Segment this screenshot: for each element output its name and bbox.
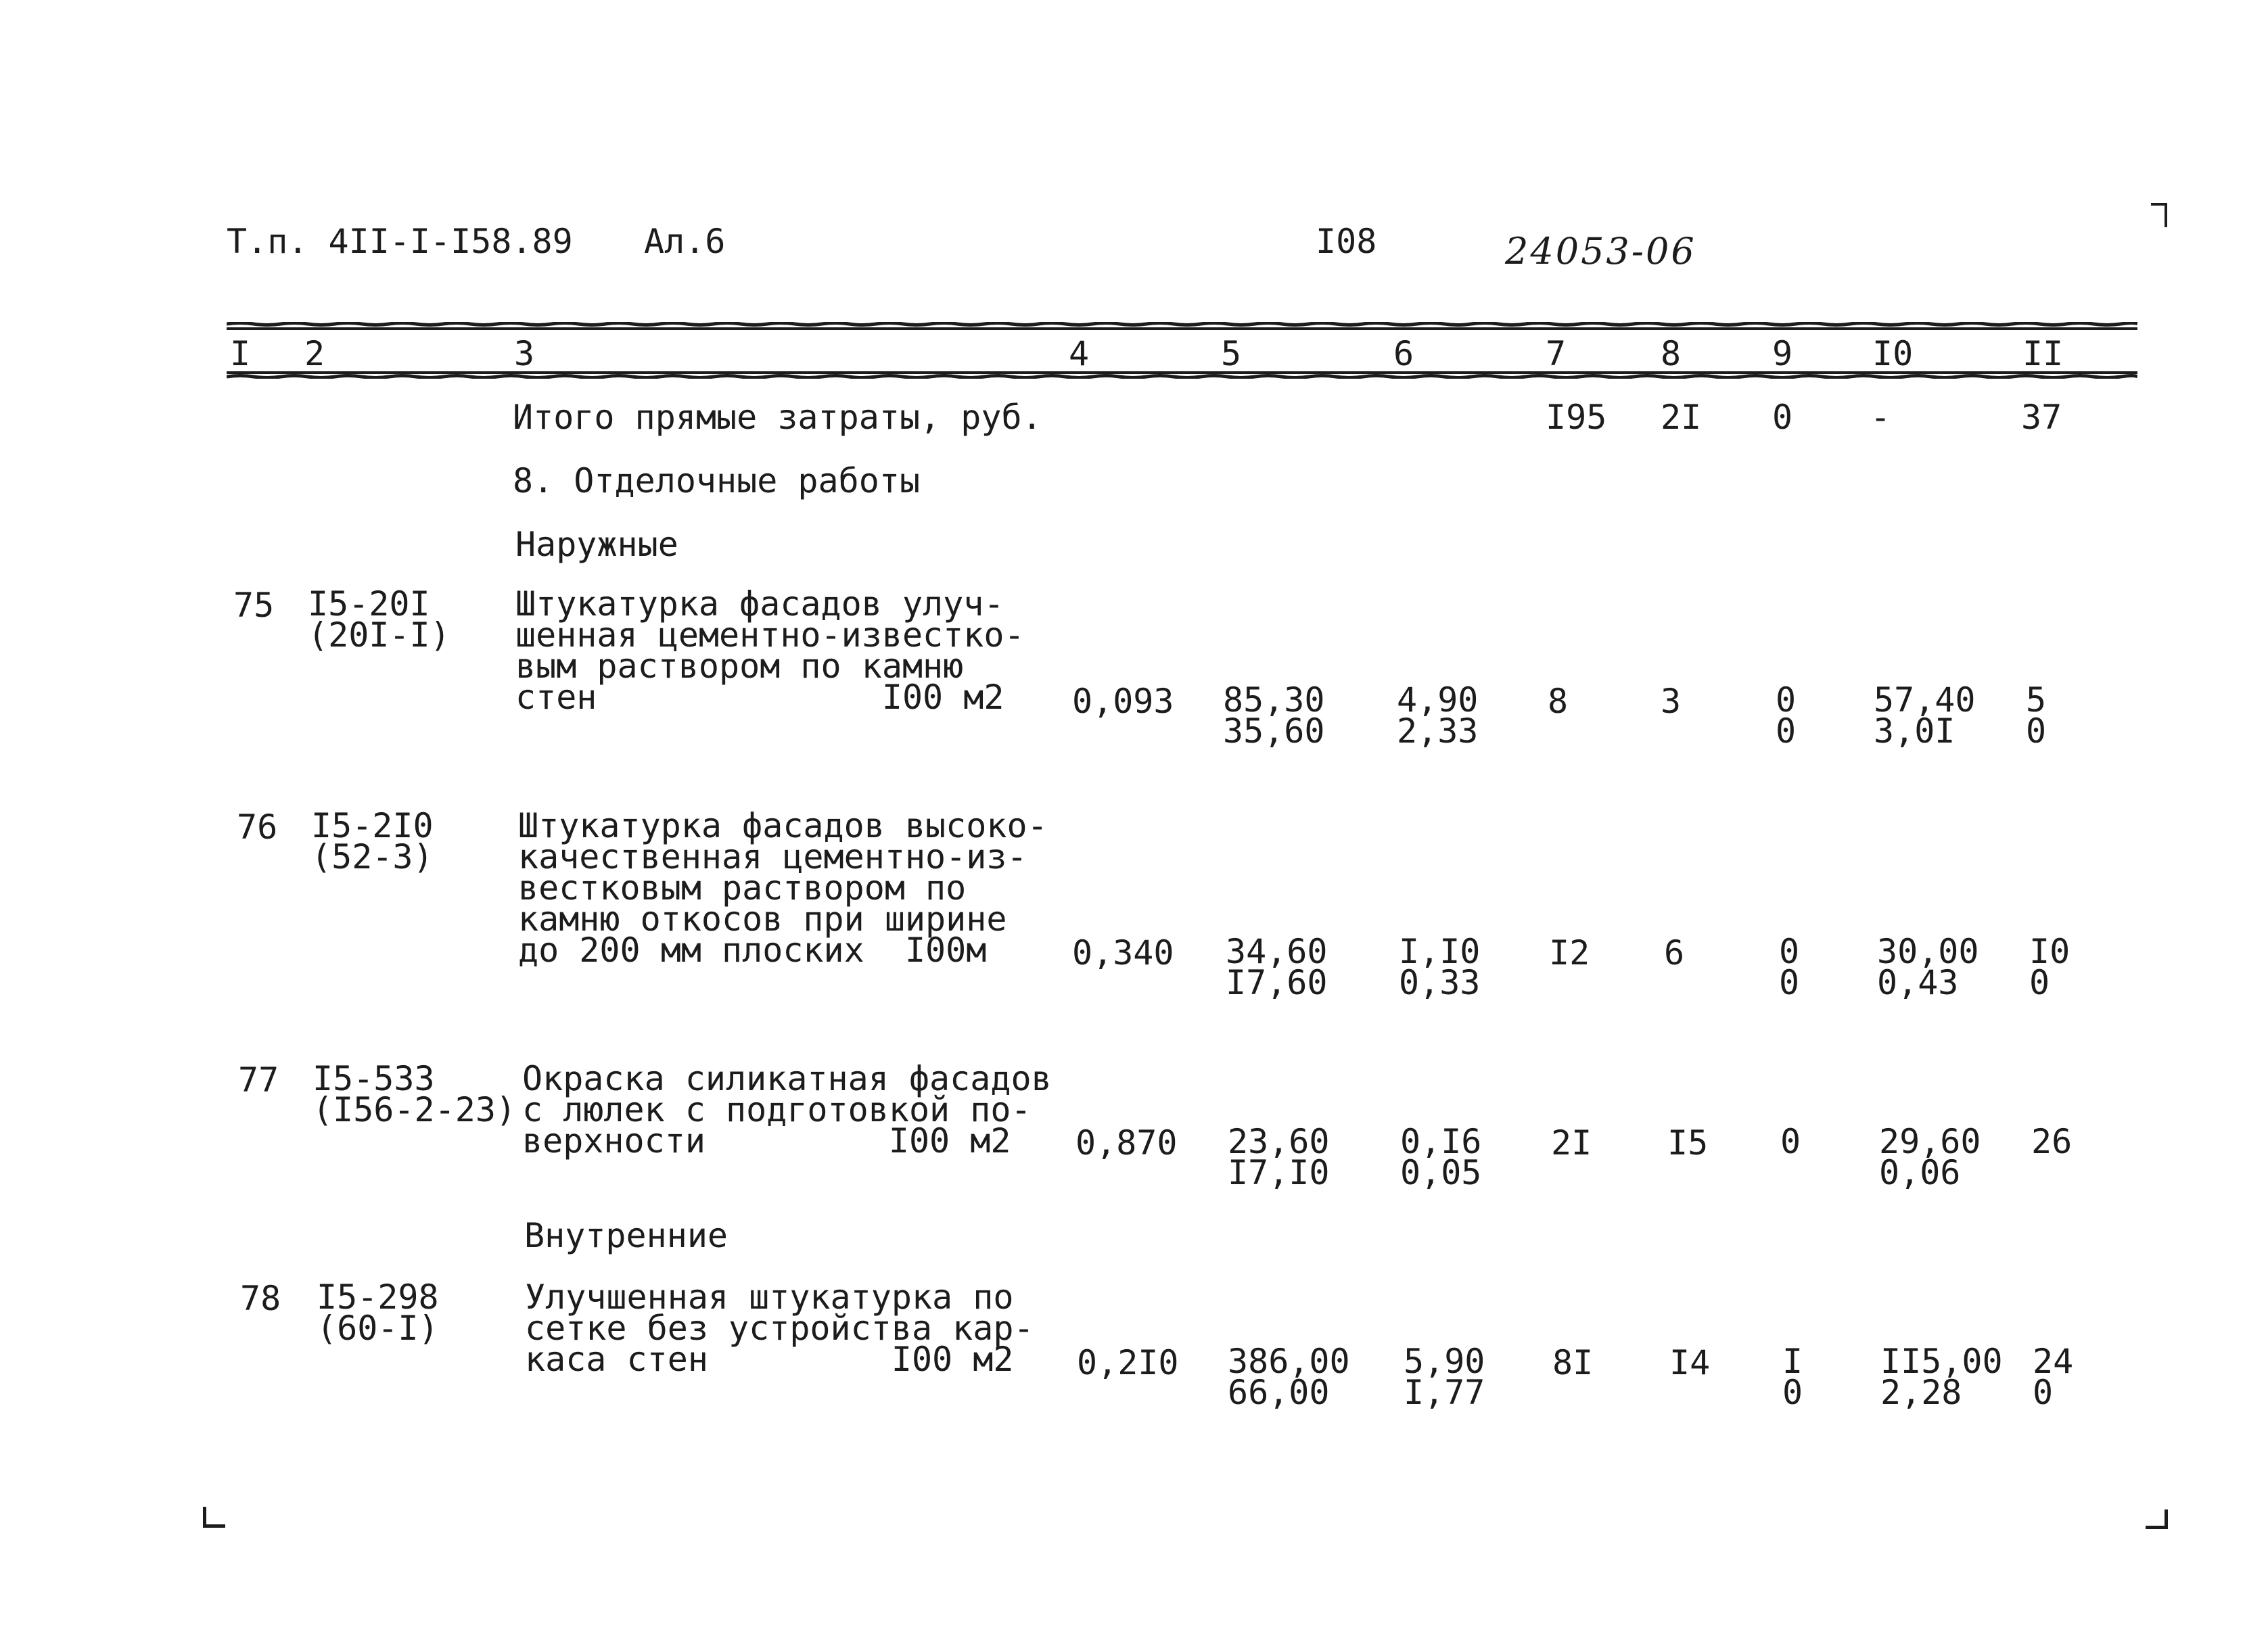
column-header-9: 9 [1772, 334, 1793, 373]
row-77-col-5: 23,60 I7,I0 [1228, 1122, 1330, 1192]
column-header-7: 7 [1546, 334, 1567, 373]
row-78-col-9: I 0 [1782, 1342, 1803, 1412]
top-right-corner-mark [2151, 203, 2167, 227]
row-76-col-9: 0 0 [1779, 932, 1800, 1002]
subsection-outer: Наружные [515, 525, 678, 564]
row-77-col-7: 2I [1551, 1123, 1592, 1163]
bottom-right-corner-mark [2146, 1509, 2168, 1529]
header-rule-bottom [227, 371, 2137, 379]
row-78-col-6: 5,90 I,77 [1404, 1342, 1485, 1412]
row-77-col-11: 26 [2031, 1122, 2073, 1161]
row-78-col-10: II5,00 2,28 [1880, 1342, 2003, 1412]
row-78-description: Улучшенная штукатурка по сетке без устройства кар- каса стен I00 м2 [525, 1278, 1034, 1379]
row-77-description: Окраска силикатная фасадов с люлек с подготовкой по- верхности I00 м2 [522, 1059, 1052, 1161]
row-77-col-8: I5 [1667, 1123, 1709, 1163]
row-77-code: I5-533 (I56-2-23) [313, 1059, 517, 1129]
totals-col-9: 0 [1772, 398, 1793, 437]
row-76-description: Штукатурка фасадов высоко- качественная цементно-из- вестковым раствором по камню откосов при ширине до 200 мм плоских I00м [518, 806, 1048, 970]
row-77-col-4: 0,870 [1075, 1123, 1178, 1163]
row-77-col-6: 0,I6 0,05 [1400, 1122, 1482, 1192]
column-header-6: 6 [1393, 334, 1414, 373]
row-75-description: Штукатурка фасадов улуч- шенная цементно-известко- вым раствором по камню стен I00 м2 [515, 584, 1025, 717]
totals-label: Итого прямые затраты, руб. [513, 398, 1042, 437]
row-75-col-10: 57,40 3,0I [1874, 680, 1976, 751]
album-number: Ал.6 [644, 222, 726, 261]
row-76-col-10: 30,00 0,43 [1877, 932, 1979, 1002]
row-75-col-9: 0 0 [1776, 680, 1797, 751]
column-header-4: 4 [1069, 334, 1090, 373]
row-76-code: I5-2I0 (52-3) [311, 806, 434, 876]
section-title: 8. Отделочные работы [513, 461, 921, 500]
totals-col-10: - [1870, 398, 1891, 437]
column-header-8: 8 [1661, 334, 1682, 373]
column-header-10: I0 [1872, 334, 1914, 373]
row-78-col-8: I4 [1669, 1343, 1711, 1382]
row-76-col-7: I2 [1549, 933, 1590, 973]
handwritten-stamp-number: 24053-06 [1505, 230, 1696, 273]
subsection-inner: Внутренние [524, 1216, 728, 1255]
row-75-number: 75 [233, 586, 275, 625]
row-77-number: 77 [238, 1060, 279, 1100]
bottom-left-corner-mark [203, 1507, 225, 1528]
row-78-col-4: 0,2I0 [1077, 1343, 1179, 1382]
row-78-col-7: 8I [1552, 1343, 1594, 1382]
row-77-col-10: 29,60 0,06 [1879, 1122, 1981, 1192]
row-75-col-7: 8 [1548, 682, 1569, 721]
page-number: I08 [1316, 222, 1377, 261]
row-75-col-11: 5 0 [2026, 680, 2047, 751]
totals-col-7: I95 [1546, 398, 1607, 437]
row-76-number: 76 [237, 807, 278, 847]
column-header-2: 2 [304, 334, 325, 373]
column-header-11: II [2022, 334, 2064, 373]
row-76-col-11: I0 0 [2029, 932, 2070, 1002]
totals-col-11: 37 [2021, 398, 2062, 437]
row-75-code: I5-20I (20I-I) [308, 584, 450, 655]
row-75-col-8: 3 [1661, 682, 1682, 721]
column-header-5: 5 [1221, 334, 1242, 373]
row-78-code: I5-298 (60-I) [317, 1278, 439, 1348]
row-75-col-6: 4,90 2,33 [1397, 680, 1479, 751]
row-78-col-5: 386,00 66,00 [1228, 1342, 1350, 1412]
row-78-col-11: 24 0 [2033, 1342, 2074, 1412]
row-76-col-8: 6 [1664, 933, 1685, 973]
row-76-col-4: 0,340 [1072, 933, 1174, 973]
row-76-col-6: I,I0 0,33 [1399, 932, 1481, 1002]
totals-col-8: 2I [1661, 398, 1702, 437]
row-75-col-5: 85,30 35,60 [1223, 680, 1325, 751]
column-header-1: I [230, 334, 251, 373]
row-76-col-5: 34,60 I7,60 [1226, 932, 1328, 1002]
document-reference: Т.п. 4II-I-I58.89 [227, 222, 573, 261]
column-header-3: 3 [514, 334, 535, 373]
row-75-col-4: 0,093 [1072, 682, 1174, 721]
row-78-number: 78 [240, 1279, 281, 1318]
header-rule-top [227, 322, 2137, 330]
row-77-col-9: 0 [1780, 1122, 1801, 1161]
